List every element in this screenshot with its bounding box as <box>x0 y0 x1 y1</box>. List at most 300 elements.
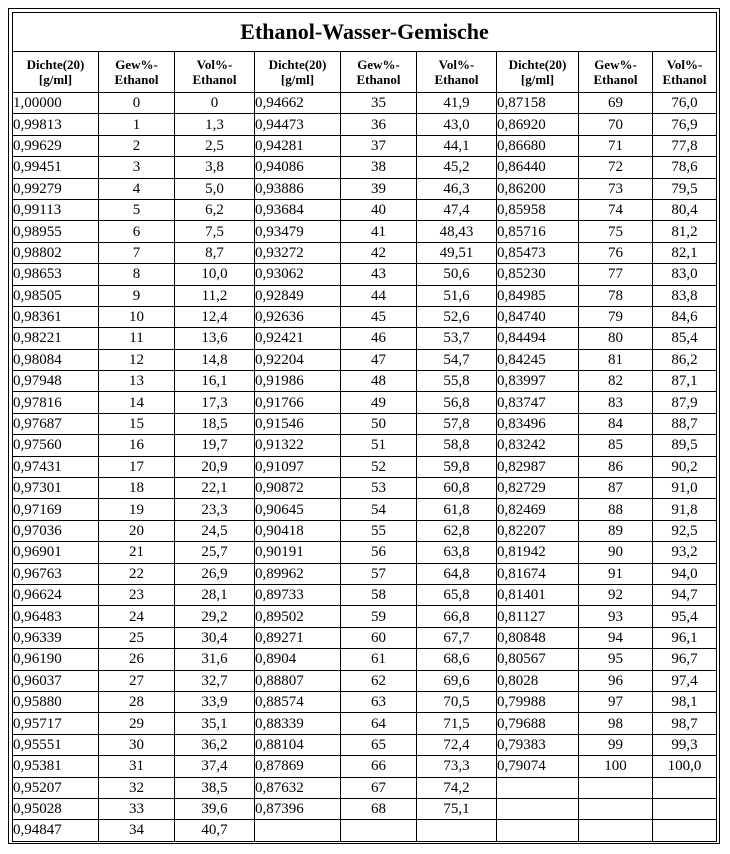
weight-percent-cell: 1 <box>99 114 175 135</box>
volume-percent-cell: 37,4 <box>175 756 255 777</box>
weight-percent-cell: 26 <box>99 649 175 670</box>
weight-percent-cell: 49 <box>341 392 417 413</box>
weight-percent-cell: 74 <box>579 199 653 220</box>
density-cell: 0,79988 <box>497 691 579 712</box>
weight-percent-cell: 24 <box>99 606 175 627</box>
header-volume-line2: Ethanol <box>662 72 707 87</box>
volume-percent-cell: 57,8 <box>417 413 497 434</box>
density-cell: 0,93886 <box>255 178 341 199</box>
volume-percent-cell: 61,8 <box>417 499 497 520</box>
volume-percent-cell: 19,7 <box>175 435 255 456</box>
table-row <box>13 221 717 242</box>
header-weight-2 <box>341 52 417 93</box>
weight-percent-cell: 95 <box>579 649 653 670</box>
density-cell: 0,95551 <box>13 734 99 755</box>
table-row <box>13 713 717 734</box>
density-cell: 0,93684 <box>255 199 341 220</box>
density-cell: 0,99279 <box>13 178 99 199</box>
weight-percent-cell: 70 <box>579 114 653 135</box>
weight-percent-cell: 68 <box>341 798 417 819</box>
density-cell: 0,8028 <box>497 670 579 691</box>
density-cell: 0,96763 <box>13 563 99 584</box>
volume-percent-cell: 7,5 <box>175 221 255 242</box>
weight-percent-cell: 46 <box>341 328 417 349</box>
header-density-3 <box>497 52 579 93</box>
header-density-2 <box>255 52 341 93</box>
volume-percent-cell: 86,2 <box>653 349 717 370</box>
volume-percent-cell: 98,7 <box>653 713 717 734</box>
empty-cell <box>579 820 653 841</box>
empty-cell <box>497 798 579 819</box>
header-weight-line1: Gew%- <box>357 57 400 72</box>
weight-percent-cell: 69 <box>579 93 653 114</box>
weight-percent-cell: 31 <box>99 756 175 777</box>
weight-percent-cell: 54 <box>341 499 417 520</box>
weight-percent-cell: 71 <box>579 135 653 156</box>
volume-percent-cell: 59,8 <box>417 456 497 477</box>
volume-percent-cell: 25,7 <box>175 542 255 563</box>
density-cell: 0,95717 <box>13 713 99 734</box>
volume-percent-cell: 65,8 <box>417 584 497 605</box>
table-row <box>13 798 717 819</box>
density-cell: 0,8904 <box>255 649 341 670</box>
table-title: Ethanol-Wasser-Gemische <box>13 13 717 52</box>
table-row <box>13 199 717 220</box>
table-row <box>13 520 717 541</box>
weight-percent-cell: 21 <box>99 542 175 563</box>
volume-percent-cell: 6,2 <box>175 199 255 220</box>
weight-percent-cell: 96 <box>579 670 653 691</box>
volume-percent-cell: 64,8 <box>417 563 497 584</box>
volume-percent-cell: 71,5 <box>417 713 497 734</box>
weight-percent-cell: 57 <box>341 563 417 584</box>
weight-percent-cell: 56 <box>341 542 417 563</box>
weight-percent-cell: 92 <box>579 584 653 605</box>
density-cell: 0,91766 <box>255 392 341 413</box>
weight-percent-cell: 28 <box>99 691 175 712</box>
weight-percent-cell: 16 <box>99 435 175 456</box>
header-density-line2: [g/ml] <box>520 72 555 87</box>
density-cell: 0,79383 <box>497 734 579 755</box>
volume-percent-cell: 38,5 <box>175 777 255 798</box>
volume-percent-cell: 23,3 <box>175 499 255 520</box>
volume-percent-cell: 54,7 <box>417 349 497 370</box>
volume-percent-cell: 75,1 <box>417 798 497 819</box>
table-row <box>13 649 717 670</box>
volume-percent-cell: 89,5 <box>653 435 717 456</box>
weight-percent-cell: 9 <box>99 285 175 306</box>
weight-percent-cell: 83 <box>579 392 653 413</box>
weight-percent-cell: 22 <box>99 563 175 584</box>
weight-percent-cell: 37 <box>341 135 417 156</box>
weight-percent-cell: 61 <box>341 649 417 670</box>
density-cell: 0,97301 <box>13 478 99 499</box>
density-cell: 0,83496 <box>497 413 579 434</box>
weight-percent-cell: 13 <box>99 371 175 392</box>
weight-percent-cell: 60 <box>341 627 417 648</box>
volume-percent-cell: 91,0 <box>653 478 717 499</box>
volume-percent-cell: 33,9 <box>175 691 255 712</box>
density-cell: 0,94086 <box>255 157 341 178</box>
weight-percent-cell: 78 <box>579 285 653 306</box>
density-cell: 0,95207 <box>13 777 99 798</box>
header-weight-line2: Ethanol <box>593 72 638 87</box>
weight-percent-cell: 5 <box>99 199 175 220</box>
weight-percent-cell: 100 <box>579 756 653 777</box>
density-cell: 0,88339 <box>255 713 341 734</box>
density-cell: 0,80848 <box>497 627 579 648</box>
volume-percent-cell: 1,3 <box>175 114 255 135</box>
table-row <box>13 392 717 413</box>
volume-percent-cell: 49,51 <box>417 242 497 263</box>
table-row <box>13 413 717 434</box>
density-cell: 0,87869 <box>255 756 341 777</box>
density-cell: 0,87632 <box>255 777 341 798</box>
density-cell: 0,97431 <box>13 456 99 477</box>
density-cell: 0,95880 <box>13 691 99 712</box>
density-cell: 0,98653 <box>13 264 99 285</box>
weight-percent-cell: 15 <box>99 413 175 434</box>
density-cell: 0,80567 <box>497 649 579 670</box>
weight-percent-cell: 66 <box>341 756 417 777</box>
volume-percent-cell: 48,43 <box>417 221 497 242</box>
density-cell: 0,97036 <box>13 520 99 541</box>
density-cell: 0,96339 <box>13 627 99 648</box>
volume-percent-cell: 44,1 <box>417 135 497 156</box>
volume-percent-cell: 14,8 <box>175 349 255 370</box>
density-cell: 0,79688 <box>497 713 579 734</box>
header-volume-line1: Vol%- <box>196 57 233 72</box>
density-cell: 0,84245 <box>497 349 579 370</box>
volume-percent-cell: 84,6 <box>653 306 717 327</box>
header-weight-line2: Ethanol <box>356 72 401 87</box>
empty-cell <box>497 820 579 841</box>
density-cell: 0,97169 <box>13 499 99 520</box>
weight-percent-cell: 10 <box>99 306 175 327</box>
header-volume-2 <box>417 52 497 93</box>
volume-percent-cell: 10,0 <box>175 264 255 285</box>
empty-cell <box>497 777 579 798</box>
density-cell: 0,98221 <box>13 328 99 349</box>
table-row <box>13 306 717 327</box>
weight-percent-cell: 42 <box>341 242 417 263</box>
empty-cell <box>653 798 717 819</box>
density-cell: 0,89733 <box>255 584 341 605</box>
density-cell: 0,87396 <box>255 798 341 819</box>
weight-percent-cell: 91 <box>579 563 653 584</box>
volume-percent-cell: 3,8 <box>175 157 255 178</box>
density-cell: 0,93062 <box>255 264 341 285</box>
empty-cell <box>653 777 717 798</box>
volume-percent-cell: 36,2 <box>175 734 255 755</box>
volume-percent-cell: 55,8 <box>417 371 497 392</box>
density-cell: 0,96037 <box>13 670 99 691</box>
density-cell: 0,87158 <box>497 93 579 114</box>
empty-cell <box>341 820 417 841</box>
density-cell: 0,86680 <box>497 135 579 156</box>
density-cell: 0,98084 <box>13 349 99 370</box>
weight-percent-cell: 62 <box>341 670 417 691</box>
empty-cell <box>255 820 341 841</box>
volume-percent-cell: 46,3 <box>417 178 497 199</box>
weight-percent-cell: 72 <box>579 157 653 178</box>
table-row <box>13 670 717 691</box>
density-cell: 0,96624 <box>13 584 99 605</box>
volume-percent-cell: 56,8 <box>417 392 497 413</box>
density-cell: 0,95381 <box>13 756 99 777</box>
density-cell: 0,91986 <box>255 371 341 392</box>
volume-percent-cell: 92,5 <box>653 520 717 541</box>
density-cell: 0,82729 <box>497 478 579 499</box>
volume-percent-cell: 17,3 <box>175 392 255 413</box>
density-cell: 0,81127 <box>497 606 579 627</box>
weight-percent-cell: 52 <box>341 456 417 477</box>
density-cell: 0,84740 <box>497 306 579 327</box>
weight-percent-cell: 87 <box>579 478 653 499</box>
volume-percent-cell: 74,2 <box>417 777 497 798</box>
density-cell: 0,95028 <box>13 798 99 819</box>
weight-percent-cell: 27 <box>99 670 175 691</box>
volume-percent-cell: 28,1 <box>175 584 255 605</box>
density-cell: 0,81401 <box>497 584 579 605</box>
density-cell: 0,86920 <box>497 114 579 135</box>
table-row <box>13 734 717 755</box>
empty-cell <box>579 777 653 798</box>
volume-percent-cell: 5,0 <box>175 178 255 199</box>
document-frame <box>8 8 720 844</box>
header-weight-line1: Gew%- <box>594 57 637 72</box>
weight-percent-cell: 33 <box>99 798 175 819</box>
weight-percent-cell: 7 <box>99 242 175 263</box>
weight-percent-cell: 88 <box>579 499 653 520</box>
weight-percent-cell: 63 <box>341 691 417 712</box>
weight-percent-cell: 11 <box>99 328 175 349</box>
density-cell: 0,96483 <box>13 606 99 627</box>
table-body <box>13 93 717 842</box>
density-cell: 0,91322 <box>255 435 341 456</box>
density-cell: 0,90191 <box>255 542 341 563</box>
volume-percent-cell: 63,8 <box>417 542 497 563</box>
volume-percent-cell: 99,3 <box>653 734 717 755</box>
volume-percent-cell: 87,9 <box>653 392 717 413</box>
weight-percent-cell: 47 <box>341 349 417 370</box>
volume-percent-cell: 82,1 <box>653 242 717 263</box>
header-volume-line1: Vol%- <box>438 57 475 72</box>
volume-percent-cell: 96,1 <box>653 627 717 648</box>
weight-percent-cell: 18 <box>99 478 175 499</box>
density-cell: 1,00000 <box>13 93 99 114</box>
ethanol-water-table <box>12 12 717 842</box>
volume-percent-cell: 60,8 <box>417 478 497 499</box>
weight-percent-cell: 98 <box>579 713 653 734</box>
weight-percent-cell: 41 <box>341 221 417 242</box>
density-cell: 0,85958 <box>497 199 579 220</box>
volume-percent-cell: 98,1 <box>653 691 717 712</box>
weight-percent-cell: 58 <box>341 584 417 605</box>
volume-percent-cell: 69,6 <box>417 670 497 691</box>
weight-percent-cell: 51 <box>341 435 417 456</box>
volume-percent-cell: 68,6 <box>417 649 497 670</box>
density-cell: 0,88574 <box>255 691 341 712</box>
density-cell: 0,91546 <box>255 413 341 434</box>
weight-percent-cell: 80 <box>579 328 653 349</box>
header-density-line1: Dichte(20) <box>508 57 567 72</box>
weight-percent-cell: 45 <box>341 306 417 327</box>
volume-percent-cell: 26,9 <box>175 563 255 584</box>
volume-percent-cell: 41,9 <box>417 93 497 114</box>
density-cell: 0,98955 <box>13 221 99 242</box>
density-cell: 0,90645 <box>255 499 341 520</box>
table-row <box>13 777 717 798</box>
header-weight-line2: Ethanol <box>114 72 159 87</box>
volume-percent-cell: 66,8 <box>417 606 497 627</box>
volume-percent-cell: 91,8 <box>653 499 717 520</box>
weight-percent-cell: 89 <box>579 520 653 541</box>
density-cell: 0,83997 <box>497 371 579 392</box>
table-row <box>13 349 717 370</box>
table-row <box>13 178 717 199</box>
weight-percent-cell: 43 <box>341 264 417 285</box>
weight-percent-cell: 77 <box>579 264 653 285</box>
volume-percent-cell: 67,7 <box>417 627 497 648</box>
density-cell: 0,96901 <box>13 542 99 563</box>
density-cell: 0,86440 <box>497 157 579 178</box>
weight-percent-cell: 23 <box>99 584 175 605</box>
volume-percent-cell: 11,2 <box>175 285 255 306</box>
volume-percent-cell: 20,9 <box>175 456 255 477</box>
table-row <box>13 264 717 285</box>
table-row <box>13 478 717 499</box>
header-weight-1 <box>99 52 175 93</box>
density-cell: 0,88104 <box>255 734 341 755</box>
volume-percent-cell: 52,6 <box>417 306 497 327</box>
table-row <box>13 157 717 178</box>
volume-percent-cell: 29,2 <box>175 606 255 627</box>
table-row <box>13 542 717 563</box>
density-cell: 0,93479 <box>255 221 341 242</box>
empty-cell <box>417 820 497 841</box>
weight-percent-cell: 93 <box>579 606 653 627</box>
volume-percent-cell: 18,5 <box>175 413 255 434</box>
volume-percent-cell: 22,1 <box>175 478 255 499</box>
weight-percent-cell: 29 <box>99 713 175 734</box>
table-row <box>13 627 717 648</box>
table-row <box>13 606 717 627</box>
weight-percent-cell: 94 <box>579 627 653 648</box>
weight-percent-cell: 35 <box>341 93 417 114</box>
volume-percent-cell: 30,4 <box>175 627 255 648</box>
density-cell: 0,93272 <box>255 242 341 263</box>
table-row <box>13 93 717 114</box>
volume-percent-cell: 12,4 <box>175 306 255 327</box>
weight-percent-cell: 34 <box>99 820 175 841</box>
weight-percent-cell: 90 <box>579 542 653 563</box>
density-cell: 0,82987 <box>497 456 579 477</box>
density-cell: 0,94281 <box>255 135 341 156</box>
weight-percent-cell: 59 <box>341 606 417 627</box>
header-density-line1: Dichte(20) <box>268 57 327 72</box>
volume-percent-cell: 8,7 <box>175 242 255 263</box>
volume-percent-cell: 95,4 <box>653 606 717 627</box>
density-cell: 0,96190 <box>13 649 99 670</box>
header-density-line2: [g/ml] <box>280 72 315 87</box>
weight-percent-cell: 25 <box>99 627 175 648</box>
density-cell: 0,92204 <box>255 349 341 370</box>
density-cell: 0,86200 <box>497 178 579 199</box>
volume-percent-cell: 90,2 <box>653 456 717 477</box>
volume-percent-cell: 31,6 <box>175 649 255 670</box>
density-cell: 0,85716 <box>497 221 579 242</box>
density-cell: 0,90872 <box>255 478 341 499</box>
weight-percent-cell: 97 <box>579 691 653 712</box>
volume-percent-cell: 35,1 <box>175 713 255 734</box>
density-cell: 0,82469 <box>497 499 579 520</box>
density-cell: 0,84985 <box>497 285 579 306</box>
density-cell: 0,85473 <box>497 242 579 263</box>
volume-percent-cell: 94,7 <box>653 584 717 605</box>
density-cell: 0,84494 <box>497 328 579 349</box>
weight-percent-cell: 50 <box>341 413 417 434</box>
weight-percent-cell: 55 <box>341 520 417 541</box>
table-row <box>13 285 717 306</box>
header-density-1 <box>13 52 99 93</box>
header-row <box>13 52 717 93</box>
volume-percent-cell: 85,4 <box>653 328 717 349</box>
table-row <box>13 563 717 584</box>
empty-cell <box>653 820 717 841</box>
volume-percent-cell: 96,7 <box>653 649 717 670</box>
header-volume-line2: Ethanol <box>434 72 479 87</box>
volume-percent-cell: 39,6 <box>175 798 255 819</box>
weight-percent-cell: 99 <box>579 734 653 755</box>
volume-percent-cell: 2,5 <box>175 135 255 156</box>
volume-percent-cell: 43,0 <box>417 114 497 135</box>
weight-percent-cell: 65 <box>341 734 417 755</box>
weight-percent-cell: 14 <box>99 392 175 413</box>
header-volume-line2: Ethanol <box>192 72 237 87</box>
table-row <box>13 135 717 156</box>
weight-percent-cell: 12 <box>99 349 175 370</box>
weight-percent-cell: 73 <box>579 178 653 199</box>
volume-percent-cell: 97,4 <box>653 670 717 691</box>
weight-percent-cell: 20 <box>99 520 175 541</box>
density-cell: 0,94847 <box>13 820 99 841</box>
volume-percent-cell: 77,8 <box>653 135 717 156</box>
weight-percent-cell: 6 <box>99 221 175 242</box>
weight-percent-cell: 3 <box>99 157 175 178</box>
header-volume-3 <box>653 52 717 93</box>
weight-percent-cell: 4 <box>99 178 175 199</box>
density-cell: 0,91097 <box>255 456 341 477</box>
header-volume-1 <box>175 52 255 93</box>
volume-percent-cell: 76,9 <box>653 114 717 135</box>
weight-percent-cell: 86 <box>579 456 653 477</box>
volume-percent-cell: 32,7 <box>175 670 255 691</box>
volume-percent-cell: 73,3 <box>417 756 497 777</box>
density-cell: 0,92849 <box>255 285 341 306</box>
weight-percent-cell: 53 <box>341 478 417 499</box>
table-row <box>13 435 717 456</box>
density-cell: 0,89962 <box>255 563 341 584</box>
volume-percent-cell: 45,2 <box>417 157 497 178</box>
table-row <box>13 456 717 477</box>
density-cell: 0,98361 <box>13 306 99 327</box>
density-cell: 0,99451 <box>13 157 99 178</box>
volume-percent-cell: 81,2 <box>653 221 717 242</box>
volume-percent-cell: 70,5 <box>417 691 497 712</box>
weight-percent-cell: 64 <box>341 713 417 734</box>
volume-percent-cell: 62,8 <box>417 520 497 541</box>
